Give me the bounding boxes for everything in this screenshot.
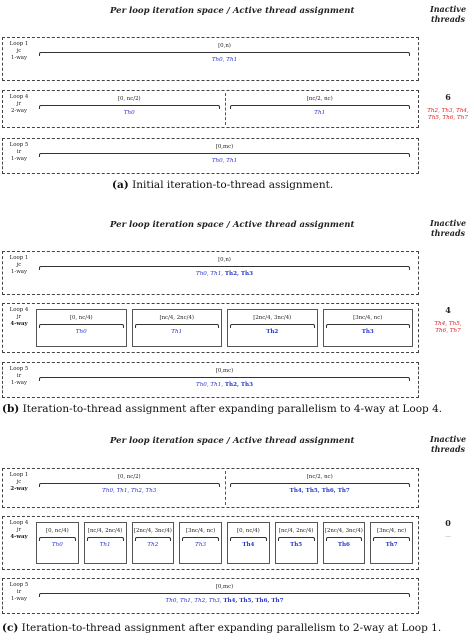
range-brace	[230, 324, 315, 328]
inactive-header-line: threads	[430, 444, 466, 454]
loop-index: jr	[16, 314, 22, 320]
assigned-threads: Th0	[75, 329, 87, 335]
thread-assignment	[179, 542, 222, 548]
loop-parallelism: 4-way	[10, 534, 28, 540]
loop-parallelism: 1-way	[10, 596, 28, 602]
range-brace	[135, 537, 172, 541]
thread-assignment	[36, 542, 79, 548]
loop-name: Loop 4	[9, 520, 29, 526]
thread-assignment	[36, 382, 413, 388]
loop-name: Loop 1	[9, 472, 29, 478]
thread-assignment	[36, 57, 413, 63]
loop-index: ir	[16, 149, 22, 155]
caption-text: Iteration-to-thread assignment after expanding parallelism to 2-way at Loop 1.	[18, 622, 442, 634]
range-brace	[278, 537, 315, 541]
new-assigned-threads: Th2, Th3	[224, 271, 254, 277]
range-brace	[326, 537, 363, 541]
iteration-range: [3nc/4, nc)	[376, 528, 407, 534]
panel-caption	[2, 403, 442, 415]
inactive-header-line: threads	[430, 228, 466, 238]
thread-assignment	[84, 542, 127, 548]
loop-parallelism: 1-way	[10, 380, 28, 386]
new-assigned-threads: Th4, Th5, Th6, Th7	[289, 488, 350, 494]
range-brace	[39, 537, 76, 541]
iteration-range: [0,n)	[218, 43, 231, 49]
iteration-range: [0, nc/2)	[117, 474, 141, 480]
inactive-thread-list	[420, 321, 474, 335]
thread-assignment	[132, 329, 223, 335]
iteration-range: [0, nc/4)	[69, 315, 93, 321]
inactive-header-line: Inactive	[429, 434, 467, 444]
loop-parallelism: 1-way	[10, 156, 28, 162]
loop-index: ir	[16, 589, 22, 595]
assigned-threads: Th0	[123, 110, 135, 116]
iteration-range: [nc/2, nc)	[306, 474, 333, 480]
loop-index: jr	[16, 527, 22, 533]
range-brace	[373, 537, 410, 541]
thread-assignment	[36, 158, 413, 164]
range-brace	[230, 537, 267, 541]
new-assigned-threads: Th6	[337, 542, 350, 548]
assigned-threads: Th0, Th1	[211, 158, 238, 164]
loop-index: jc	[16, 479, 22, 485]
loop-label	[6, 94, 32, 115]
assigned-threads: Th0, Th1,	[195, 382, 225, 388]
thread-assignment	[36, 329, 127, 335]
range-brace	[230, 105, 411, 109]
assigned-threads: Th0, Th1, Th2, Th3	[102, 488, 157, 494]
loop-name: Loop 5	[9, 582, 29, 588]
loop-label	[6, 255, 32, 276]
loop-index: ir	[16, 373, 22, 379]
thread-assignment	[323, 542, 366, 548]
iteration-range: [3nc/4, nc)	[185, 528, 216, 534]
loop-name: Loop 4	[9, 94, 29, 100]
inactive-threads-header	[422, 218, 474, 238]
assigned-threads: Th3	[195, 542, 207, 548]
range-brace	[87, 537, 124, 541]
inactive-header-line: Inactive	[429, 218, 467, 228]
iteration-range: [nc/4, 2nc/4)	[87, 528, 123, 534]
thread-assignment	[36, 598, 413, 604]
loop-parallelism: 1-way	[10, 269, 28, 275]
loop-name: Loop 5	[9, 366, 29, 372]
panel-caption	[112, 179, 333, 191]
assigned-threads: Th0, Th1	[211, 57, 238, 63]
new-assigned-threads: Th7	[385, 542, 398, 548]
assigned-threads: Th1	[171, 329, 183, 335]
new-assigned-threads: Th2, Th3	[224, 382, 254, 388]
inactive-header-line: Inactive	[429, 4, 467, 14]
range-brace	[39, 153, 410, 157]
loop-label	[6, 307, 32, 328]
iteration-range: [0,mc)	[215, 584, 234, 590]
inactive-thread-line: —	[445, 534, 451, 540]
loop-name: Loop 4	[9, 307, 29, 313]
caption-text: Iteration-to-thread assignment after expanding parallelism to 4-way at Loop 4.	[19, 403, 443, 415]
inactive-thread-line: Th5, Th6, Th7	[428, 115, 468, 121]
loop-label	[6, 520, 32, 541]
loop-parallelism: 2-way	[10, 108, 28, 114]
assigned-threads: Th0, Th1,	[195, 271, 225, 277]
iteration-range: [0, nc/4)	[45, 528, 69, 534]
loop-label	[6, 366, 32, 387]
iteration-range: [nc/4, 2nc/4)	[159, 315, 195, 321]
loop-label	[6, 142, 32, 163]
inactive-count: 0	[445, 518, 451, 528]
thread-assignment	[275, 542, 318, 548]
thread-assignment	[36, 271, 413, 277]
iteration-range: [2nc/4, 3nc/4)	[324, 528, 363, 534]
thread-assignment	[227, 488, 414, 494]
caption-tag: (a)	[112, 179, 129, 191]
panel-header: Per loop iteration space / Active thread assignment	[110, 436, 355, 446]
assigned-threads: Th1	[314, 110, 326, 116]
iteration-range: [nc/4, 2nc/4)	[278, 528, 314, 534]
range-brace	[39, 324, 124, 328]
assigned-threads: Th1	[99, 542, 111, 548]
range-brace	[39, 377, 410, 381]
inactive-thread-line: Th6, Th7	[435, 328, 461, 334]
inactive-thread-line: Th2, Th3, Th4,	[427, 108, 469, 114]
segment-divider	[225, 93, 226, 125]
range-brace	[39, 593, 410, 597]
thread-assignment	[227, 542, 270, 548]
iteration-range: [2nc/4, 3nc/4)	[133, 528, 172, 534]
iteration-range: [0,mc)	[215, 144, 234, 150]
thread-assignment	[370, 542, 413, 548]
inactive-count: 6	[445, 92, 451, 102]
inactive-header-line: threads	[430, 14, 466, 24]
thread-assignment	[227, 329, 318, 335]
iteration-range: [0,n)	[218, 257, 231, 263]
thread-assignment	[36, 110, 223, 116]
panel-header: Per loop iteration space / Active thread assignment	[110, 6, 355, 16]
range-brace	[135, 324, 220, 328]
range-brace	[39, 105, 220, 109]
inactive-thread-line: Th4, Th5,	[434, 321, 462, 327]
assigned-threads: Th2	[147, 542, 159, 548]
range-brace	[39, 483, 220, 487]
loop-label	[6, 41, 32, 62]
new-assigned-threads: Th2	[266, 329, 279, 335]
loop-label	[6, 472, 32, 493]
loop-parallelism: 2-way	[10, 486, 28, 492]
assigned-threads: Th0, Th1, Th2, Th3,	[165, 598, 224, 604]
iteration-range: [2nc/4, 3nc/4)	[253, 315, 292, 321]
range-brace	[230, 483, 411, 487]
loop-parallelism: 1-way	[10, 55, 28, 61]
loop-name: Loop 1	[9, 41, 29, 47]
caption-text: Initial iteration-to-thread assignment.	[128, 179, 334, 191]
loop-name: Loop 1	[9, 255, 29, 261]
caption-tag: (b)	[2, 403, 20, 415]
inactive-thread-list	[420, 108, 474, 122]
thread-assignment	[132, 542, 175, 548]
inactive-count: 4	[445, 305, 451, 315]
new-assigned-threads: Th4	[242, 542, 255, 548]
iteration-range: [0, nc/4)	[236, 528, 260, 534]
panel-header: Per loop iteration space / Active thread assignment	[110, 220, 355, 230]
thread-assignment	[227, 110, 414, 116]
new-assigned-threads: Th5	[290, 542, 303, 548]
inactive-threads-header	[422, 4, 474, 24]
panel-caption	[2, 622, 441, 634]
caption-tag: (c)	[2, 622, 19, 634]
loop-index: jr	[16, 101, 22, 107]
loop-label	[6, 582, 32, 603]
iteration-range: [0, nc/2)	[117, 96, 141, 102]
loop-parallelism: 4-way	[10, 321, 28, 327]
loop-index: jc	[16, 262, 22, 268]
inactive-threads-header	[422, 434, 474, 454]
inactive-thread-list	[420, 534, 474, 541]
range-brace	[39, 52, 410, 56]
segment-divider	[225, 471, 226, 505]
range-brace	[326, 324, 411, 328]
iteration-range: [0,mc)	[215, 368, 234, 374]
loop-index: jc	[16, 48, 22, 54]
new-assigned-threads: Th3	[361, 329, 374, 335]
loop-name: Loop 5	[9, 142, 29, 148]
assigned-threads: Th0	[51, 542, 63, 548]
new-assigned-threads: Th4, Th5, Th6, Th7	[223, 598, 284, 604]
thread-assignment	[323, 329, 414, 335]
range-brace	[39, 266, 410, 270]
iteration-range: [nc/2, nc)	[306, 96, 333, 102]
iteration-range: [3nc/4, nc)	[353, 315, 383, 321]
thread-assignment	[36, 488, 223, 494]
range-brace	[182, 537, 219, 541]
